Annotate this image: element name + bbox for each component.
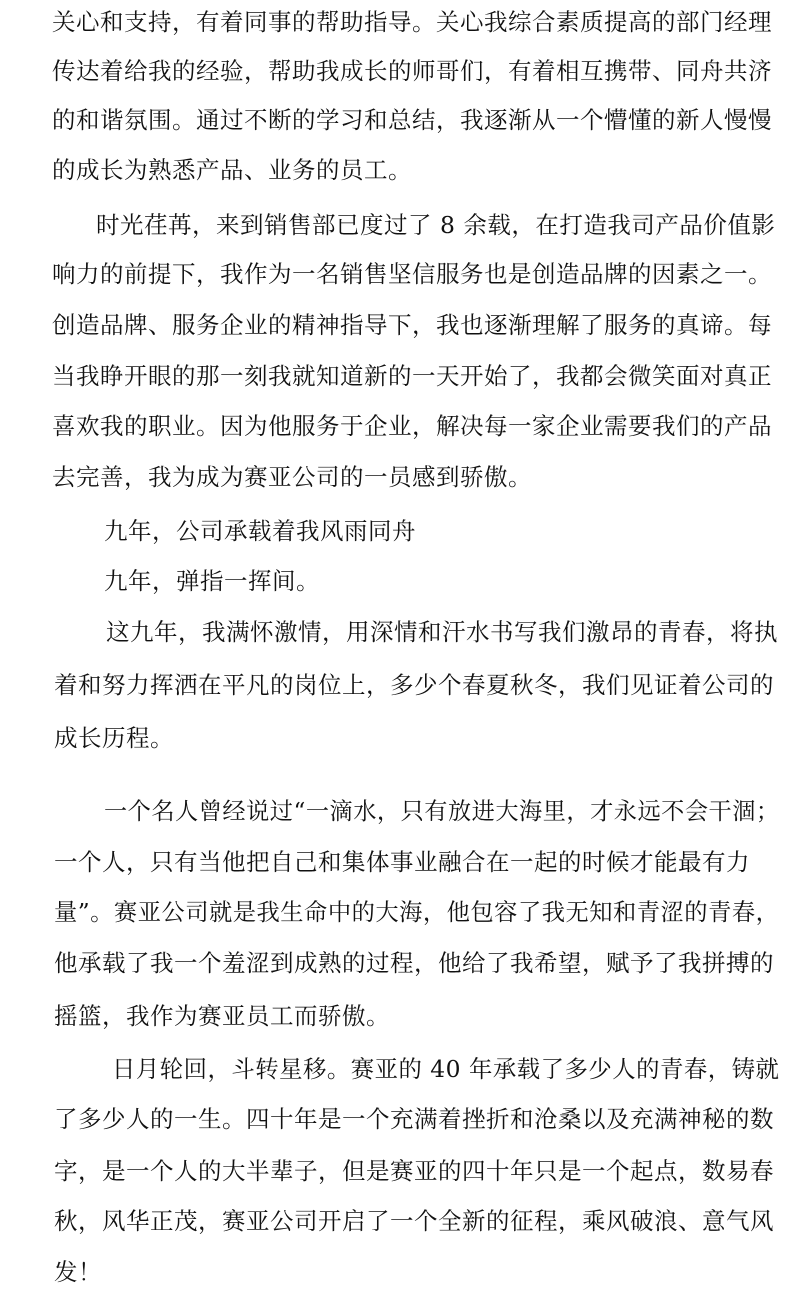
text-line: 字，是一个人的大半辈子，但是赛亚的四十年只是一个起点，数易春 xyxy=(54,1157,774,1185)
text-line: 响力的前提下，我作为一名销售坚信服务也是创造品牌的因素之一。 xyxy=(52,260,772,288)
text-line: 摇篮，我作为赛亚员工而骄傲。 xyxy=(54,1002,390,1030)
text-line: 的成长为熟悉产品、业务的员工。 xyxy=(52,156,412,184)
text-line: 时光荏苒，来到销售部已度过了 8 余载，在打造我司产品价值影 xyxy=(96,211,776,239)
text-line: 关心和支持，有着同事的帮助指导。关心我综合素质提高的部门经理 xyxy=(52,8,772,36)
text-line: 去完善，我为成为赛亚公司的一员感到骄傲。 xyxy=(52,463,532,491)
text-line: 一个名人曾经说过“一滴水，只有放进大海里，才永远不会干涸； xyxy=(104,798,780,825)
text-line: 一个人，只有当他把自己和集体事业融合在一起的时候才能最有力 xyxy=(54,848,750,876)
text-line: 秋，风华正茂，赛亚公司开启了一个全新的征程，乘风破浪、意气风 xyxy=(54,1207,774,1235)
text-line: 当我睁开眼的那一刻我就知道新的一天开始了，我都会微笑面对真正 xyxy=(52,362,772,390)
text-line: 九年，弹指一挥间。 xyxy=(104,567,320,595)
text-line: 发！ xyxy=(54,1258,102,1286)
text-line: 着和努力挥洒在平凡的岗位上，多少个春夏秋冬，我们见证着公司的 xyxy=(54,671,774,699)
text-line: 九年，公司承载着我风雨同舟 xyxy=(104,517,416,545)
text-line: 他承载了我一个羞涩到成熟的过程，他给了我希望，赋予了我拼搏的 xyxy=(54,949,774,977)
text-line: 量”。赛亚公司就是我生命中的大海，他包容了我无知和青涩的青春， xyxy=(54,899,780,926)
text-line: 传达着给我的经验，帮助我成长的师哥们，有着相互携带、同舟共济 xyxy=(52,57,772,85)
text-line: 这九年，我满怀激情，用深情和汗水书写我们激昂的青春，将执 xyxy=(106,618,778,646)
text-line: 喜欢我的职业。因为他服务于企业，解决每一家企业需要我们的产品 xyxy=(52,412,772,440)
text-line: 的和谐氛围。通过不断的学习和总结，我逐渐从一个懵懂的新人慢慢 xyxy=(52,106,772,134)
text-line: 创造品牌、服务企业的精神指导下，我也逐渐理解了服务的真谛。每 xyxy=(52,311,772,339)
text-line: 日月轮回，斗转星移。赛亚的 40 年承载了多少人的青春，铸就 xyxy=(112,1055,780,1083)
text-line: 成长历程。 xyxy=(54,724,174,752)
text-line: 了多少人的一生。四十年是一个充满着挫折和沧桑以及充满神秘的数 xyxy=(54,1105,774,1133)
